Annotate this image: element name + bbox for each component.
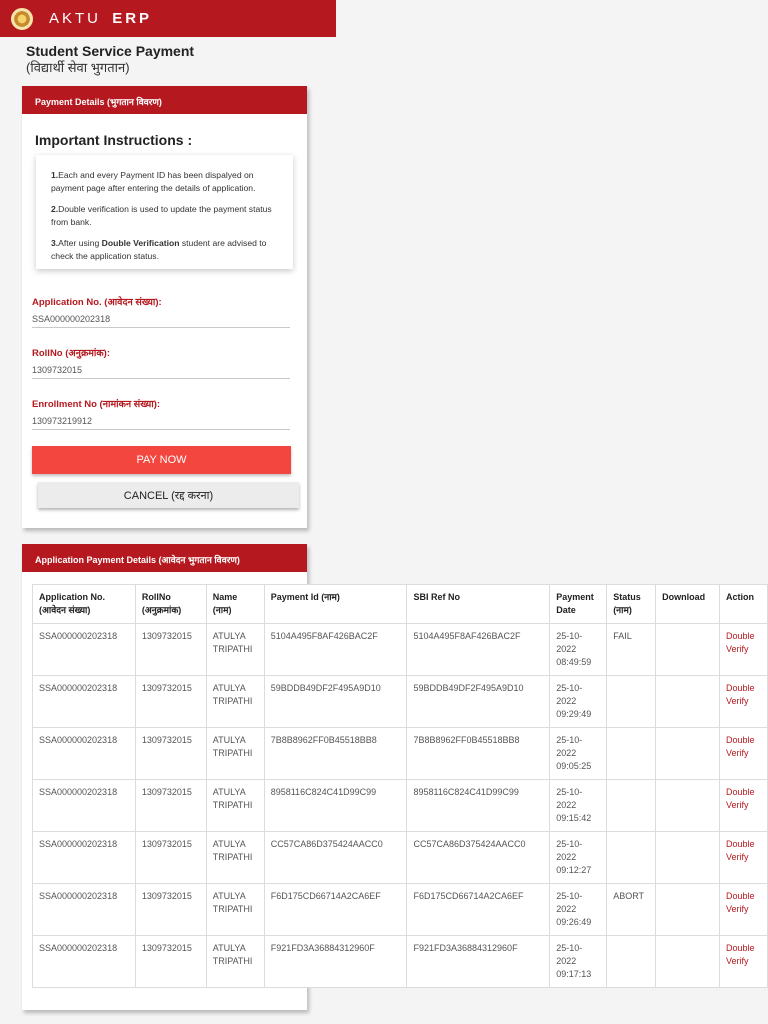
cell-application-no: SSA000000202318 xyxy=(33,780,136,832)
cell-payment-date: 25-10-2022 09:26:49 xyxy=(550,884,607,936)
cell-name: ATULYA TRIPATHI xyxy=(206,936,264,988)
application-no-field[interactable] xyxy=(32,310,290,328)
cell-application-no: SSA000000202318 xyxy=(33,624,136,676)
rollno-label: RollNo (अनुक्रमांक): xyxy=(32,348,111,359)
instruction-2: 2.Double verification is used to update the payment status from bank. xyxy=(51,204,272,227)
table-row xyxy=(33,884,768,936)
table-row xyxy=(33,676,768,728)
pay-now-button[interactable]: PAY NOW xyxy=(32,446,291,474)
cell-sbi-ref: 5104A495F8AF426BAC2F xyxy=(407,624,550,676)
cell-application-no: SSA000000202318 xyxy=(33,884,136,936)
cell-name: ATULYA TRIPATHI xyxy=(206,780,264,832)
payment-details-header: Payment Details (भुगतान विवरण) xyxy=(22,86,307,114)
col-sbi-ref: SBI Ref No xyxy=(407,585,550,624)
cell-name: ATULYA TRIPATHI xyxy=(206,676,264,728)
instruction-3: 3.After using Double Verification student are advised to check the application status. xyxy=(51,238,267,261)
cell-rollno: 1309732015 xyxy=(135,884,206,936)
cell-sbi-ref: F921FD3A36884312960F xyxy=(407,936,550,988)
cell-sbi-ref: 59BDDB49DF2F495A9D10 xyxy=(407,676,550,728)
cell-download xyxy=(656,936,720,988)
col-name: Name (नाम) xyxy=(206,585,264,624)
cell-status xyxy=(607,728,656,780)
enrollment-no-label: Enrollment No (नामांकन संख्या): xyxy=(32,399,161,410)
application-payment-details-header: Application Payment Details (आवेदन भुगतान विवरण) xyxy=(22,544,307,572)
aktu-logo-icon xyxy=(11,8,33,30)
double-verify-link[interactable]: Double Verify xyxy=(720,624,768,676)
cell-download xyxy=(656,676,720,728)
cell-payment-date: 25-10-2022 09:12:27 xyxy=(550,832,607,884)
cell-status: FAIL xyxy=(607,624,656,676)
table-row xyxy=(33,780,768,832)
cell-application-no: SSA000000202318 xyxy=(33,728,136,780)
top-bar xyxy=(0,0,336,37)
cell-payment-id: F6D175CD66714A2CA6EF xyxy=(264,884,407,936)
cell-download xyxy=(656,624,720,676)
cell-payment-id: 5104A495F8AF426BAC2F xyxy=(264,624,407,676)
cell-name: ATULYA TRIPATHI xyxy=(206,832,264,884)
cell-application-no: SSA000000202318 xyxy=(33,936,136,988)
cell-rollno: 1309732015 xyxy=(135,780,206,832)
cell-rollno: 1309732015 xyxy=(135,728,206,780)
cell-status: ABORT xyxy=(607,884,656,936)
cell-download xyxy=(656,832,720,884)
table-header-row xyxy=(33,585,768,624)
table-row xyxy=(33,624,768,676)
col-application-no: Application No. (आवेदन संख्या) xyxy=(33,585,136,624)
cell-payment-date: 25-10-2022 09:15:42 xyxy=(550,780,607,832)
col-action: Action xyxy=(720,585,768,624)
application-no-label: Application No. (आवेदन संख्या): xyxy=(32,297,162,308)
cell-payment-id: CC57CA86D375424AACC0 xyxy=(264,832,407,884)
cell-rollno: 1309732015 xyxy=(135,832,206,884)
col-status: Status (नाम) xyxy=(607,585,656,624)
cell-rollno: 1309732015 xyxy=(135,936,206,988)
enrollment-no-field[interactable] xyxy=(32,412,290,430)
cell-payment-id: 7B8B8962FF0B45518BB8 xyxy=(264,728,407,780)
col-download: Download xyxy=(656,585,720,624)
table-row xyxy=(33,936,768,988)
cell-payment-date: 25-10-2022 09:17:13 xyxy=(550,936,607,988)
brand-title: AKTU ERP xyxy=(49,10,153,27)
rollno-field[interactable] xyxy=(32,361,290,379)
cell-name: ATULYA TRIPATHI xyxy=(206,624,264,676)
instructions-box[interactable] xyxy=(36,155,293,269)
cell-payment-date: 25-10-2022 08:49:59 xyxy=(550,624,607,676)
double-verify-link[interactable]: Double Verify xyxy=(720,676,768,728)
payment-history-table xyxy=(32,584,768,988)
cell-sbi-ref: 7B8B8962FF0B45518BB8 xyxy=(407,728,550,780)
cell-application-no: SSA000000202318 xyxy=(33,832,136,884)
cell-status xyxy=(607,936,656,988)
col-rollno: RollNo (अनुक्रमांक) xyxy=(135,585,206,624)
cell-download xyxy=(656,780,720,832)
cell-payment-id: 59BDDB49DF2F495A9D10 xyxy=(264,676,407,728)
cell-status xyxy=(607,676,656,728)
double-verify-link[interactable]: Double Verify xyxy=(720,728,768,780)
page-title: Student Service Payment xyxy=(26,43,195,59)
cell-sbi-ref: CC57CA86D375424AACC0 xyxy=(407,832,550,884)
cell-status xyxy=(607,832,656,884)
instructions-title: Important Instructions : xyxy=(35,132,193,148)
table-row xyxy=(33,832,768,884)
cell-payment-date: 25-10-2022 09:05:25 xyxy=(550,728,607,780)
page-subtitle: (विद्यार्थी सेवा भुगतान) xyxy=(26,60,130,75)
double-verify-link[interactable]: Double Verify xyxy=(720,832,768,884)
table-row xyxy=(33,728,768,780)
cell-payment-id: F921FD3A36884312960F xyxy=(264,936,407,988)
cell-download xyxy=(656,728,720,780)
cell-name: ATULYA TRIPATHI xyxy=(206,728,264,780)
cell-sbi-ref: F6D175CD66714A2CA6EF xyxy=(407,884,550,936)
double-verify-link[interactable]: Double Verify xyxy=(720,884,768,936)
col-payment-date: Payment Date xyxy=(550,585,607,624)
cell-name: ATULYA TRIPATHI xyxy=(206,884,264,936)
cell-sbi-ref: 8958116C824C41D99C99 xyxy=(407,780,550,832)
double-verify-link[interactable]: Double Verify xyxy=(720,780,768,832)
cell-rollno: 1309732015 xyxy=(135,624,206,676)
cell-rollno: 1309732015 xyxy=(135,676,206,728)
cell-download xyxy=(656,884,720,936)
cell-status xyxy=(607,780,656,832)
col-payment-id: Payment Id (नाम) xyxy=(264,585,407,624)
cell-application-no: SSA000000202318 xyxy=(33,676,136,728)
payment-details-card xyxy=(22,86,307,528)
cell-payment-date: 25-10-2022 09:29:49 xyxy=(550,676,607,728)
cancel-button[interactable]: CANCEL (रद्द करना) xyxy=(38,482,299,508)
double-verify-link[interactable]: Double Verify xyxy=(720,936,768,988)
cell-payment-id: 8958116C824C41D99C99 xyxy=(264,780,407,832)
instruction-1: 1.Each and every Payment ID has been dispalyed on payment page after entering the details of application. xyxy=(51,170,256,193)
